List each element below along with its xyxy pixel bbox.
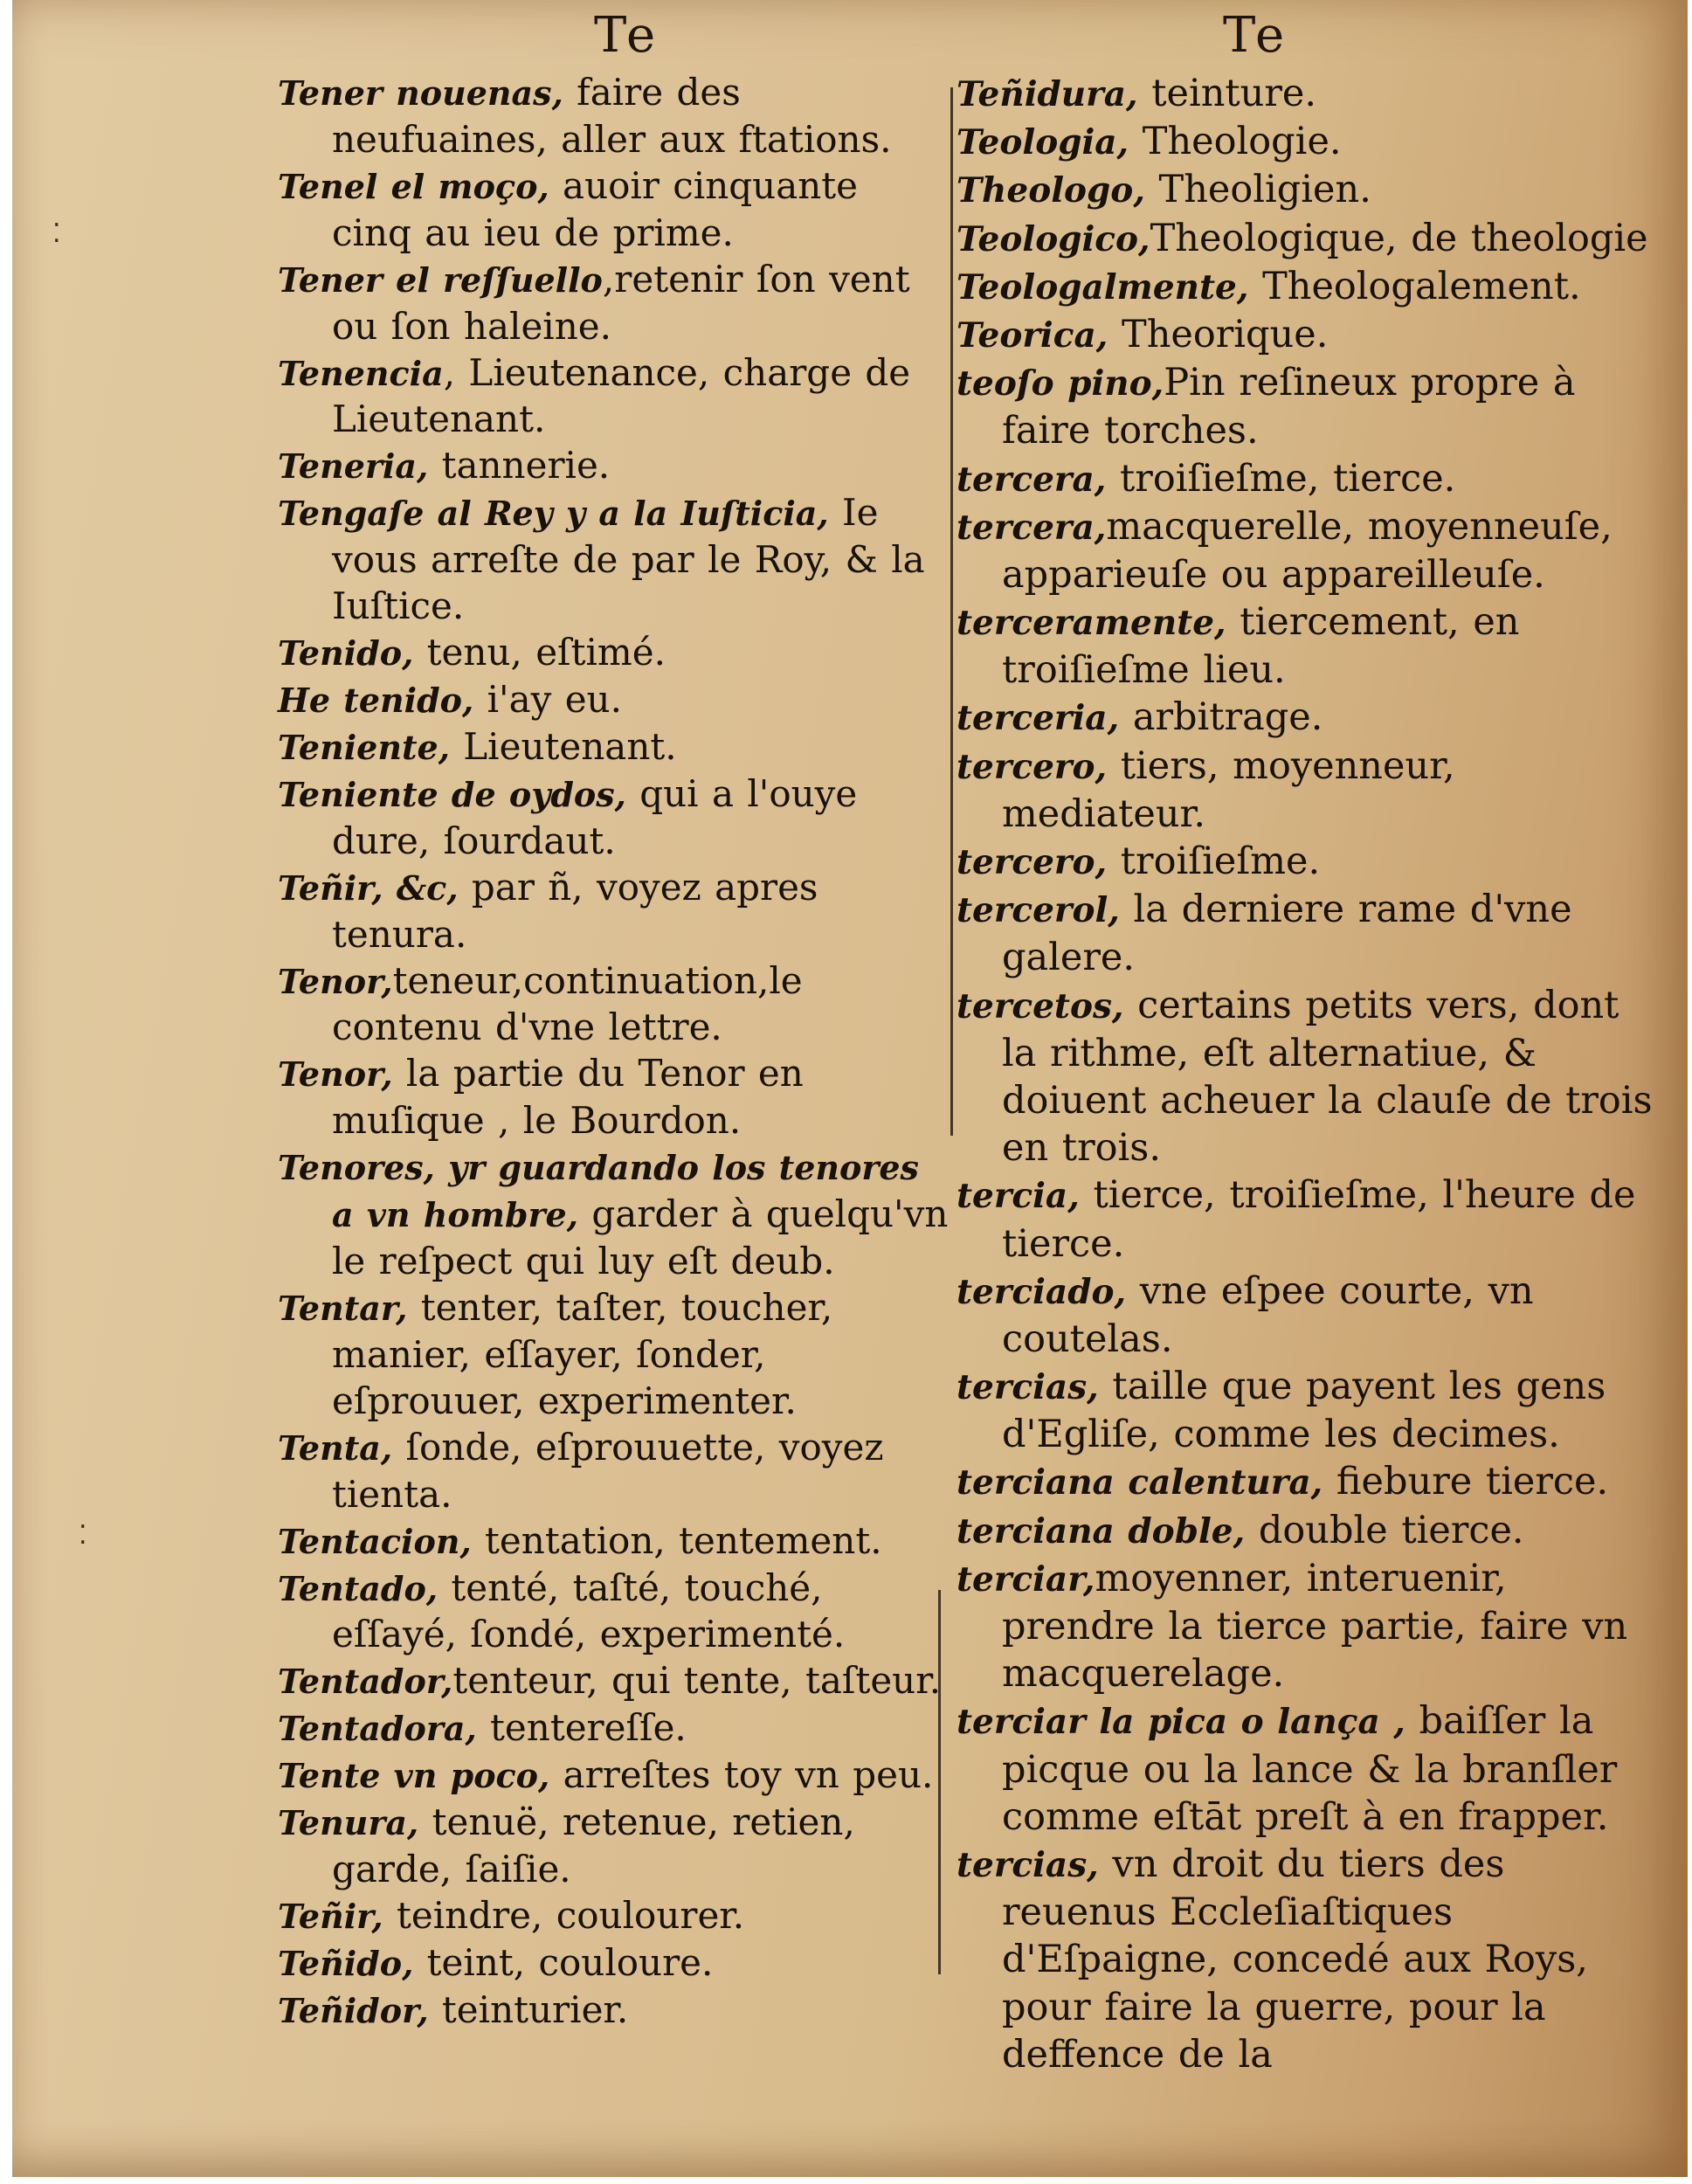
entry-definition: Theoligien. bbox=[1144, 168, 1371, 212]
entry-definition: baiſſer la picque ou la lance & la branſler comme eſtāt preſt à en frapper. bbox=[1002, 1699, 1618, 1839]
entry-term: teoſo pino, bbox=[956, 363, 1164, 404]
dictionary-entry bbox=[278, 1705, 950, 1752]
dictionary-entry bbox=[278, 1800, 950, 1893]
dictionary-entry bbox=[278, 443, 950, 490]
entry-term: tercias, bbox=[956, 1367, 1099, 1408]
ink-speck: ⁚ bbox=[52, 218, 61, 249]
entry-term: Tenido, bbox=[278, 633, 414, 674]
entry-term: Teñir, bbox=[278, 1896, 383, 1936]
entry-term: tercerol, bbox=[956, 890, 1120, 931]
entry-definition: Theologie. bbox=[1129, 120, 1342, 164]
entry-definition: teneur,continuation,le contenu d'vne lettre. bbox=[332, 958, 803, 1049]
dictionary-entry bbox=[278, 958, 950, 1052]
entry-term: Teneria, bbox=[278, 446, 429, 487]
column-rule bbox=[950, 87, 953, 1136]
entry-term: tercera, bbox=[956, 459, 1107, 500]
dictionary-entry bbox=[278, 1565, 950, 1659]
entry-definition: fiebure tierce. bbox=[1323, 1460, 1609, 1504]
entry-definition: tiercement, en troiſieſme lieu. bbox=[1002, 600, 1520, 693]
entry-term: terciana doble, bbox=[956, 1510, 1246, 1552]
entry-term: Teorica, bbox=[956, 314, 1108, 356]
dictionary-entry bbox=[278, 1752, 950, 1800]
dictionary-entry bbox=[956, 1458, 1655, 1506]
dictionary-entry bbox=[956, 1507, 1655, 1555]
entry-term: tercero, bbox=[956, 746, 1108, 787]
entry-term: Tentacion, bbox=[278, 1521, 472, 1561]
dictionary-entry bbox=[956, 166, 1655, 214]
entry-term: Tentado, bbox=[278, 1568, 439, 1608]
dictionary-entry bbox=[956, 263, 1655, 311]
entry-term: Tener nouenas, bbox=[278, 73, 563, 113]
entry-definition: teint, couloure. bbox=[413, 1940, 714, 1984]
dictionary-entry bbox=[956, 743, 1655, 838]
entry-definition: teindre, coulourer. bbox=[383, 1893, 745, 1937]
entry-term: terciar, bbox=[956, 1559, 1095, 1600]
dictionary-entry bbox=[956, 982, 1655, 1172]
entry-term: terceramente, bbox=[956, 603, 1226, 644]
entry-definition: Theologique, de theologie bbox=[1150, 216, 1648, 260]
entry-definition: tenu, eſtimé. bbox=[413, 631, 666, 674]
entry-definition: Theologalement. bbox=[1248, 264, 1581, 308]
entry-definition: tenteur, qui tente, taſteur. bbox=[452, 1659, 942, 1703]
entry-term: Teniente, bbox=[278, 727, 450, 767]
entry-definition: double tierce. bbox=[1245, 1508, 1524, 1552]
dictionary-entry bbox=[278, 677, 950, 724]
entry-term: Tenta, bbox=[278, 1427, 393, 1468]
entry-term: tercera, bbox=[956, 507, 1107, 548]
entry-definition: troiſieſme, tierce. bbox=[1106, 456, 1456, 501]
entry-definition: teinturier. bbox=[428, 1987, 629, 2031]
dictionary-entry bbox=[956, 118, 1655, 166]
dictionary-entry bbox=[278, 163, 950, 257]
entry-definition: vn droit du tiers des reuenus Eccleſiaſtiques d'Eſpaigne, concedé aux Roys, pour faire la guerre, pour la deffence de la bbox=[1002, 1842, 1588, 2077]
entry-definition: la derniere rame d'vne galere. bbox=[1002, 888, 1572, 980]
entry-definition: garder à quelqu'vn le reſpect qui luy eſt deub. bbox=[332, 1192, 949, 1283]
entry-definition: tannerie. bbox=[428, 444, 611, 487]
entry-term: terceria, bbox=[956, 698, 1120, 739]
entry-definition: auoir cinquante cinq au ieu de prime. bbox=[332, 163, 859, 254]
entry-term: Tenor, bbox=[278, 961, 393, 1001]
dictionary-entry bbox=[956, 694, 1655, 742]
entry-definition: qui a l'ouye dure, ſourdaut. bbox=[332, 771, 858, 862]
entry-definition: la partie du Tenor en muſique , le Bourdon. bbox=[332, 1052, 804, 1143]
entry-term: terciar la pica o lança , bbox=[956, 1702, 1405, 1743]
dictionary-entry bbox=[278, 490, 950, 630]
dictionary-entry bbox=[956, 886, 1655, 981]
dictionary-entry bbox=[278, 1518, 950, 1565]
left-column bbox=[278, 70, 950, 2035]
entry-definition: tenter, taſter, toucher, manier, eſſayer, ſonder, eſprouuer, experimenter. bbox=[332, 1285, 833, 1422]
dictionary-entry bbox=[956, 70, 1655, 118]
entry-definition: faire des neufuaines, aller aux ftations. bbox=[332, 71, 892, 161]
entry-term: Tengaſe al Rey y a la Iuſticia, bbox=[278, 494, 829, 534]
dictionary-entry bbox=[278, 724, 950, 771]
entry-term: Tentador, bbox=[278, 1662, 453, 1702]
entry-term: Tentar, bbox=[278, 1288, 408, 1328]
entry-term: Teologalmente, bbox=[956, 266, 1249, 308]
entry-definition: ſonde, eſprouuette, voyez tienta. bbox=[332, 1425, 884, 1516]
entry-definition: tierce, troiſieſme, l'heure de tierce. bbox=[1002, 1173, 1636, 1266]
dictionary-entry bbox=[956, 1268, 1655, 1363]
dictionary-entry bbox=[278, 1144, 950, 1285]
entry-term: tercias, bbox=[956, 1844, 1099, 1885]
entry-term: tercero, bbox=[956, 842, 1108, 882]
entry-definition: tiers, moyenneur, mediateur. bbox=[1002, 743, 1455, 836]
entry-term: terciado, bbox=[956, 1271, 1127, 1312]
dictionary-entry bbox=[278, 865, 950, 958]
entry-definition: tenuë, retenue, retien, garde, ſaiſie. bbox=[332, 1800, 855, 1891]
dictionary-entry bbox=[956, 598, 1655, 694]
dictionary-entry bbox=[278, 70, 950, 163]
dictionary-entry bbox=[278, 1051, 950, 1144]
entry-definition: moyenner, interuenir, prendre la tierce partie, faire vn macquerelage. bbox=[1002, 1556, 1628, 1697]
dictionary-entry bbox=[956, 215, 1655, 263]
entry-term: Tente vn poco, bbox=[278, 1756, 550, 1796]
entry-term: Tenel el moço, bbox=[278, 166, 549, 206]
dictionary-entry bbox=[278, 257, 950, 350]
dictionary-entry bbox=[278, 1658, 950, 1705]
entry-term: Teñidura, bbox=[956, 74, 1138, 114]
dictionary-entry bbox=[278, 1285, 950, 1425]
dictionary-entry bbox=[278, 630, 950, 677]
entry-term: Tenura, bbox=[278, 1803, 419, 1843]
entry-term: Tentadora, bbox=[278, 1709, 477, 1749]
entry-definition: tenté, taſté, touché, eſſayé, ſondé, experimenté. bbox=[332, 1565, 846, 1656]
entry-definition: vne eſpee courte, vn coutelas. bbox=[1002, 1268, 1534, 1361]
entry-definition: , Lieutenance, charge de Lieutenant. bbox=[332, 350, 911, 441]
entry-term: Theologo, bbox=[956, 170, 1145, 211]
entry-definition: arbitrage. bbox=[1119, 695, 1323, 740]
entry-term: He tenido, bbox=[278, 680, 474, 720]
entry-term: terciana calentura, bbox=[956, 1462, 1323, 1503]
dictionary-entry bbox=[956, 1171, 1655, 1267]
entry-term: Teniente de oydos, bbox=[278, 774, 626, 814]
left-running-head: Te bbox=[594, 7, 660, 64]
dictionary-entry bbox=[956, 838, 1655, 886]
dictionary-entry bbox=[278, 1940, 950, 1987]
right-column bbox=[956, 70, 1655, 2078]
dictionary-entry bbox=[956, 503, 1655, 598]
entry-definition: Ie vous arreſte de par le Roy, & la Iuſtice. bbox=[332, 491, 925, 628]
entry-definition: taille que payent les gens d'Egliſe, comme les decimes. bbox=[1002, 1365, 1606, 1457]
entry-definition: teinture. bbox=[1137, 72, 1317, 115]
dictionary-entry bbox=[278, 1893, 950, 1940]
entry-term: tercia, bbox=[956, 1176, 1080, 1217]
entry-definition: i'ay eu. bbox=[473, 677, 622, 721]
dictionary-entry bbox=[278, 350, 950, 444]
entry-term: Teñidor, bbox=[278, 1990, 429, 2030]
entry-definition: tentation, tentement. bbox=[471, 1518, 882, 1562]
right-running-head: Te bbox=[1223, 7, 1288, 64]
entry-term: Teñido, bbox=[278, 1943, 414, 1983]
dictionary-entry bbox=[956, 1841, 1655, 2078]
entry-definition: troiſieſme. bbox=[1107, 840, 1321, 883]
entry-term: Teñir, &c, bbox=[278, 867, 459, 908]
dictionary-entry bbox=[278, 1425, 950, 1518]
entry-definition: arreſtes toy vn peu. bbox=[549, 1753, 934, 1797]
dictionary-entry bbox=[956, 359, 1655, 454]
ink-speck: ⁚ bbox=[79, 1520, 87, 1551]
dictionary-entry bbox=[278, 771, 950, 865]
entry-definition: par ñ, voyez apres tenura. bbox=[332, 865, 818, 956]
entry-term: Tenor, bbox=[278, 1054, 393, 1095]
dictionary-entry bbox=[278, 1987, 950, 2035]
entry-definition: Theorique. bbox=[1108, 312, 1329, 356]
entry-term: Tener el reſſuello bbox=[278, 259, 603, 300]
entry-definition: Pin reſineux propre à faire torches. bbox=[1002, 361, 1576, 453]
dictionary-entry bbox=[956, 1555, 1655, 1698]
entry-term: Tenores, yr guardando los tenores a vn hombre, bbox=[278, 1148, 919, 1235]
entry-definition: macquerelle, moyenneuſe, apparieuſe ou appareilleuſe. bbox=[1002, 504, 1613, 597]
entry-definition: tentereſſe. bbox=[476, 1706, 687, 1750]
dictionary-entry bbox=[956, 1363, 1655, 1458]
entry-term: Tenencia bbox=[278, 353, 444, 393]
entry-term: Teologia, bbox=[956, 122, 1129, 163]
entry-definition: certains petits vers, dont la rithme, eſt alternatiue, & doiuent acheuer la clauſe de trois en trois. bbox=[1002, 983, 1653, 1171]
entry-definition: Lieutenant. bbox=[449, 724, 677, 768]
entry-term: tercetos, bbox=[956, 985, 1124, 1026]
dictionary-entry bbox=[956, 311, 1655, 359]
entry-definition: ,retenir ſon vent ou ſon haleine. bbox=[332, 257, 910, 348]
entry-term: Teologico, bbox=[956, 218, 1150, 259]
dictionary-entry bbox=[956, 455, 1655, 503]
dictionary-entry bbox=[956, 1697, 1655, 1841]
